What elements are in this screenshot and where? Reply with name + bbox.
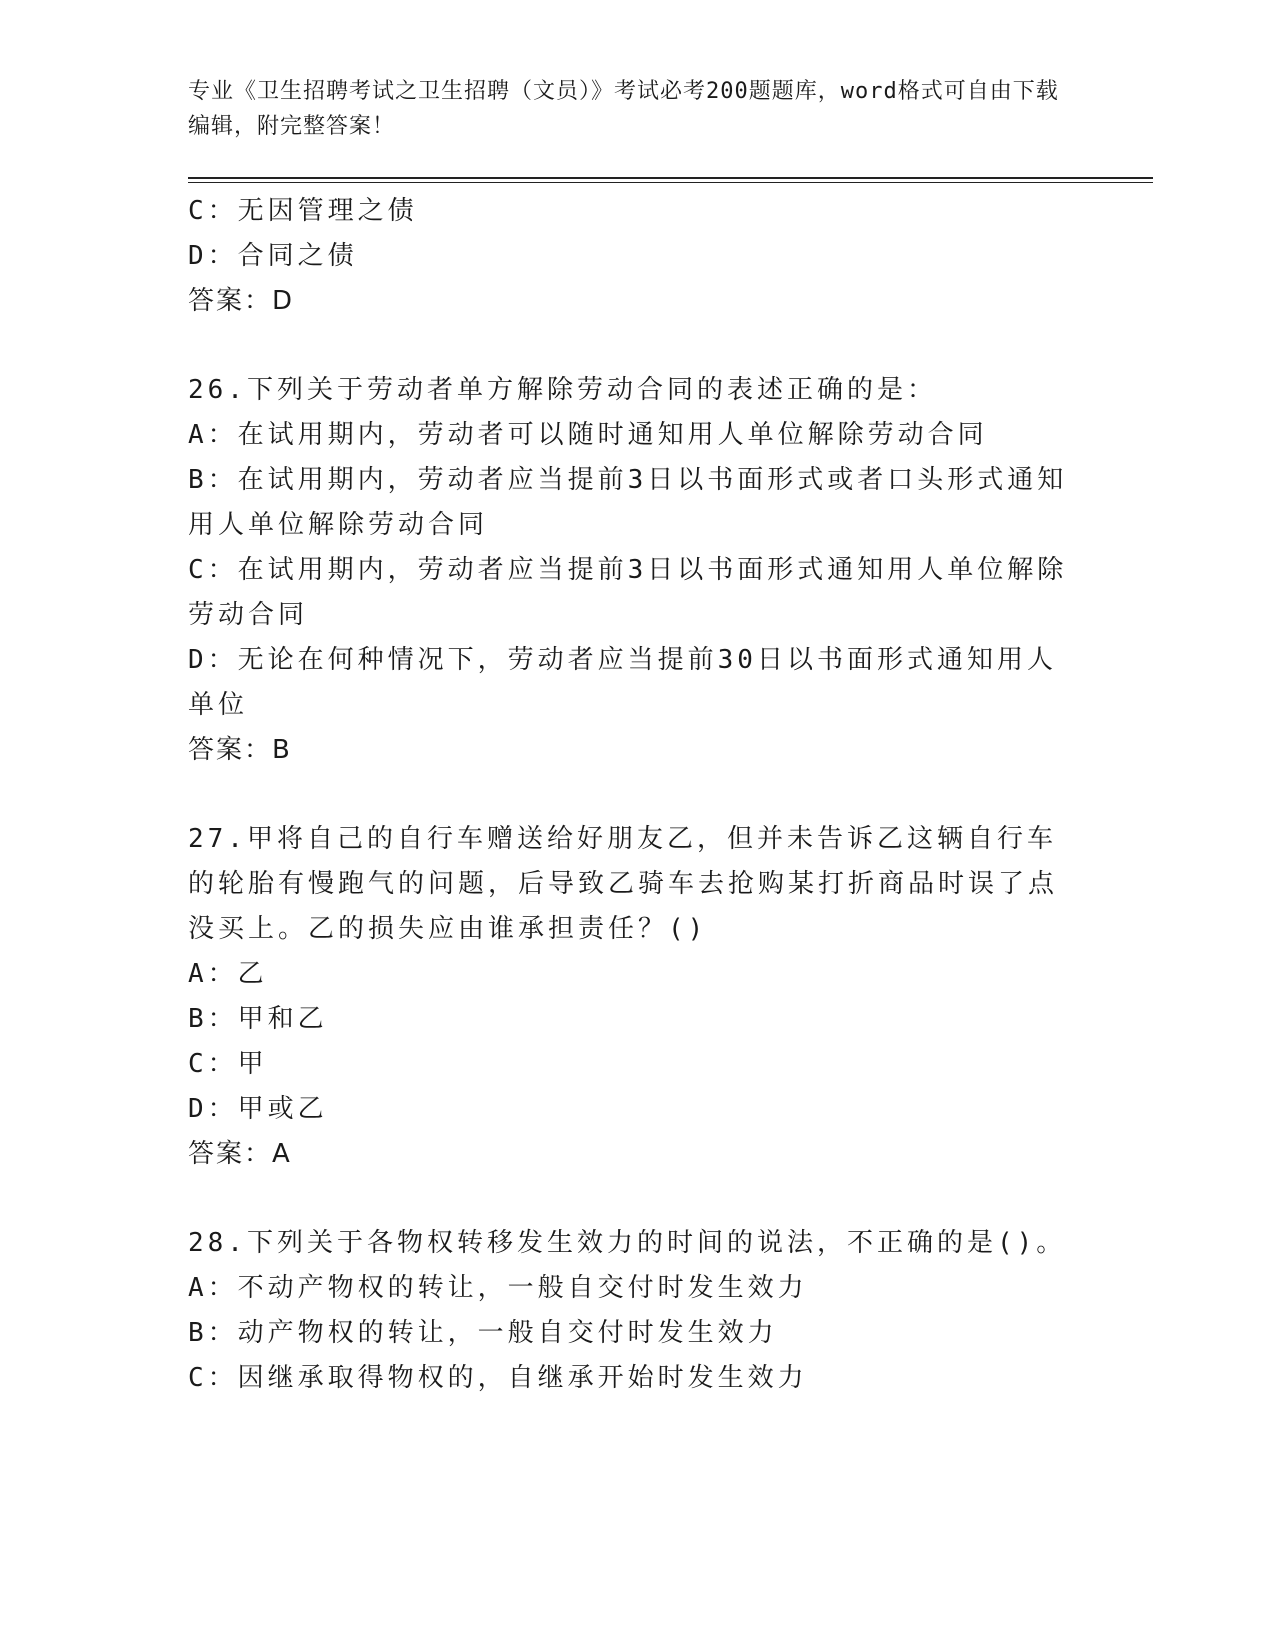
- answer-line: 答案：D: [188, 286, 295, 316]
- option-d: D：甲或乙: [188, 1094, 328, 1124]
- option-b: B：动产物权的转让，一般自交付时发生效力: [188, 1318, 778, 1348]
- spacer: [188, 324, 1078, 368]
- document-header: 专业《卫生招聘考试之卫生招聘（文员）》考试必考200题题库，word格式可自由下载编辑，附完整答案！: [188, 79, 1059, 139]
- header-divider-thick: [188, 177, 1153, 179]
- option-c: C：在试用期内，劳动者应当提前3日以书面形式通知用人单位解除劳动合同: [188, 555, 1068, 630]
- header-divider-thin: [188, 182, 1153, 183]
- option-d: D：无论在何种情况下，劳动者应当提前30日以书面形式通知用人单位: [188, 645, 1057, 720]
- question-stem: 28.下列关于各物权转移发生效力的时间的说法，不正确的是()。: [188, 1228, 1067, 1258]
- option-a: A：不动产物权的转让，一般自交付时发生效力: [188, 1273, 808, 1303]
- question-stem: 27.甲将自己的自行车赠送给好朋友乙，但并未告诉乙这辆自行车的轮胎有慢跑气的问题，后导致乙骑车去抢购某打折商品时误了点没买上。乙的损失应由谁承担责任？(): [188, 824, 1059, 944]
- question-block-28: [188, 1221, 1078, 1401]
- question-block-26: [188, 368, 1078, 773]
- option-b: B：在试用期内，劳动者应当提前3日以书面形式或者口头形式通知用人单位解除劳动合同: [188, 465, 1068, 540]
- question-block-27: [188, 817, 1078, 1177]
- question-list: [188, 189, 1078, 1401]
- option-c: C：甲: [188, 1049, 268, 1079]
- question-block-25: [188, 189, 1078, 324]
- option-a: A：在试用期内，劳动者可以随时通知用人单位解除劳动合同: [188, 420, 988, 450]
- option-c: C：因继承取得物权的，自继承开始时发生效力: [188, 1363, 808, 1393]
- answer-line: 答案：A: [188, 1139, 292, 1169]
- option-a: A：乙: [188, 959, 268, 989]
- option-c: C：无因管理之债: [188, 196, 418, 226]
- answer-line: 答案：B: [188, 735, 292, 765]
- question-stem: 26.下列关于劳动者单方解除劳动合同的表述正确的是：: [188, 375, 937, 405]
- option-b: B：甲和乙: [188, 1004, 328, 1034]
- option-d: D：合同之债: [188, 241, 358, 271]
- spacer: [188, 1177, 1078, 1221]
- spacer: [188, 773, 1078, 817]
